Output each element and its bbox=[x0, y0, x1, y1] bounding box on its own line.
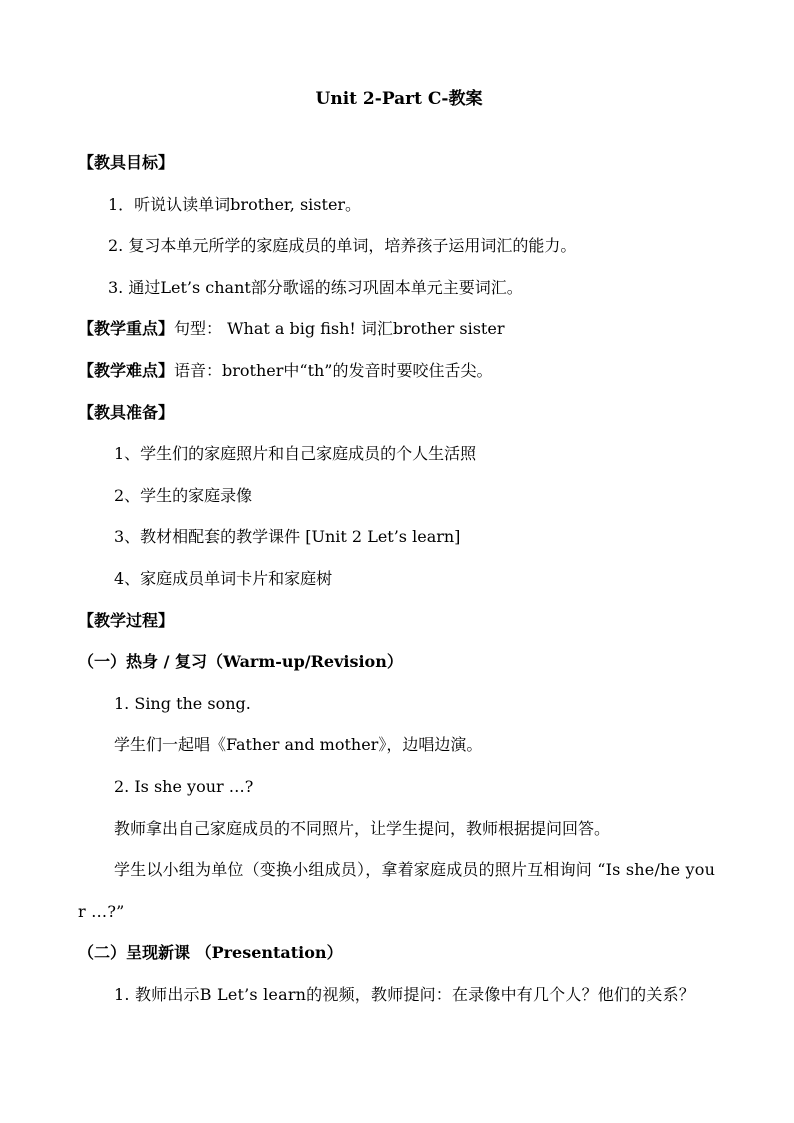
warmup-item-2: 2. Is she your …? bbox=[114, 776, 254, 796]
warmup-item-1-detail: 学生们一起唱《Father and mother》，边唱边演。 bbox=[114, 735, 483, 755]
prep-item-2: 2、学生的家庭录像 bbox=[114, 485, 253, 505]
prep-item-1: 1、学生们的家庭照片和自己家庭成员的个人生活照 bbox=[114, 444, 477, 464]
warmup-item-2-detail-1: 教师拿出自己家庭成员的不同照片，让学生提问，教师根据提问回答。 bbox=[114, 818, 611, 838]
goal-item-3: 3. 通过Let’s chant部分歌谣的练习巩固本单元主要词汇。 bbox=[108, 277, 523, 297]
process-heading: 【教学过程】 bbox=[78, 610, 175, 630]
key-points-row bbox=[78, 308, 720, 350]
difficulties-label: 【教学难点】 bbox=[78, 360, 175, 380]
prep-heading: 【教具准备】 bbox=[78, 402, 175, 422]
prep-item-4: 4、家庭成员单词卡片和家庭树 bbox=[114, 568, 333, 588]
presentation-heading: （二）呈现新课 （Presentation） bbox=[78, 943, 343, 963]
warmup-heading: （一）热身 / 复习（Warm-up/Revision） bbox=[78, 652, 403, 672]
difficulties-text: 语音：brother中“th”的发音时要咬住舌尖。 bbox=[174, 360, 493, 380]
key-points-label: 【教学重点】 bbox=[78, 319, 175, 339]
warmup-item-2-detail-2: 学生以小组为单位（变换小组成员），拿着家庭成员的照片互相询问 “Is she/he your …?” bbox=[78, 860, 716, 921]
goals-heading: 【教具目标】 bbox=[78, 153, 175, 172]
presentation-item-1: 1. 教师出示B Let’s learn的视频，教师提问：在录像中有几个人？他们的关系？ bbox=[114, 984, 695, 1004]
key-points-text: 句型： What a big fish! 词汇brother sister bbox=[174, 319, 505, 339]
prep-item-3: 3、教材相配套的教学课件 [Unit 2 Let’s learn] bbox=[114, 527, 461, 547]
document-title: Unit 2-Part C-教案 bbox=[315, 89, 483, 109]
goal-item-1: 1．听说认读单词brother, sister。 bbox=[108, 194, 362, 214]
goal-item-2: 2. 复习本单元所学的家庭成员的单词，培养孩子运用词汇的能力。 bbox=[108, 236, 577, 256]
document-page bbox=[78, 84, 720, 1015]
warmup-item-1: 1. Sing the song. bbox=[114, 693, 251, 713]
difficulties-row bbox=[78, 350, 720, 392]
